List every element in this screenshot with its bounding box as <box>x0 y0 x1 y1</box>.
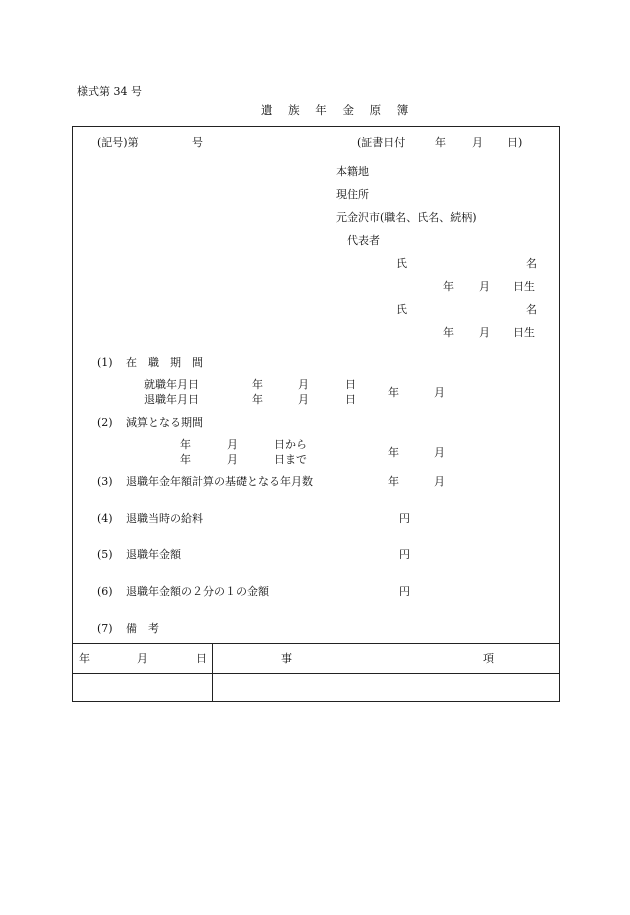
deduction-total-year: 年 <box>388 446 399 459</box>
birth-month-2: 月 <box>479 326 490 339</box>
record-label: (記号)第 <box>97 136 139 149</box>
deduction-from-day: 日から <box>274 438 307 451</box>
service-start-year: 年 <box>252 378 263 391</box>
deduction-until-year: 年 <box>180 453 191 466</box>
cert-year: 年 <box>435 136 446 149</box>
item-label-2: 減算となる期間 <box>126 416 203 429</box>
table-header-day: 日 <box>196 652 207 665</box>
born-2: 日生 <box>513 326 535 339</box>
service-total-year: 年 <box>388 386 399 399</box>
table-row-date-cell[interactable] <box>73 674 211 701</box>
half-pension-yen: 円 <box>399 585 410 598</box>
basis-month: 月 <box>434 475 445 488</box>
name-suffix-1: 名 <box>526 257 537 270</box>
basis-year: 年 <box>388 475 399 488</box>
pension-yen: 円 <box>399 548 410 561</box>
item-number-6: (6) <box>97 585 113 598</box>
table-header-top-line <box>72 643 560 644</box>
cert-date-label: (証書日付 <box>357 136 406 149</box>
item-label-4: 退職当時の給料 <box>126 512 203 525</box>
former-staff-label: 元金沢市(職名、氏名、続柄) <box>336 211 477 224</box>
birth-year-1: 年 <box>443 280 454 293</box>
table-header-item: 項 <box>483 652 494 665</box>
item-label-7: 備 考 <box>126 622 159 635</box>
table-header-matter: 事 <box>281 652 292 665</box>
service-total-month: 月 <box>434 386 445 399</box>
service-end-day: 日 <box>345 393 356 406</box>
table-header-month: 月 <box>137 652 148 665</box>
item-number-3: (3) <box>97 475 113 488</box>
item-label-1: 在 職 期 間 <box>126 356 203 369</box>
name-prefix-2: 氏 <box>396 303 407 316</box>
service-start-month: 月 <box>298 378 309 391</box>
service-end-year: 年 <box>252 393 263 406</box>
service-end-month: 月 <box>298 393 309 406</box>
domicile-label: 本籍地 <box>336 165 369 178</box>
item-number-1: (1) <box>97 356 113 369</box>
item-label-5: 退職年金額 <box>126 548 181 561</box>
deduction-from-year: 年 <box>180 438 191 451</box>
table-row-matter-cell[interactable] <box>213 674 559 701</box>
deduction-until-month: 月 <box>227 453 238 466</box>
service-start-label: 就職年月日 <box>144 378 199 391</box>
representative-label: 代表者 <box>347 234 380 247</box>
form-box <box>72 126 560 702</box>
deduction-total-month: 月 <box>434 446 445 459</box>
birth-month-1: 月 <box>479 280 490 293</box>
name-suffix-2: 名 <box>526 303 537 316</box>
number-suffix: 号 <box>192 136 203 149</box>
salary-yen: 円 <box>399 512 410 525</box>
service-start-day: 日 <box>345 378 356 391</box>
deduction-until-day: 日まで <box>274 453 307 466</box>
cert-day: 日) <box>507 136 523 149</box>
table-header-year: 年 <box>79 652 90 665</box>
item-label-6: 退職年金額の２分の１の金額 <box>126 585 269 598</box>
form-number: 様式第 34 号 <box>77 85 142 98</box>
deduction-from-month: 月 <box>227 438 238 451</box>
cert-month: 月 <box>472 136 483 149</box>
item-number-5: (5) <box>97 548 113 561</box>
birth-year-2: 年 <box>443 326 454 339</box>
item-number-4: (4) <box>97 512 113 525</box>
address-label: 現住所 <box>336 188 369 201</box>
item-label-3: 退職年金年額計算の基礎となる年月数 <box>126 475 313 488</box>
born-1: 日生 <box>513 280 535 293</box>
item-number-2: (2) <box>97 416 113 429</box>
service-end-label: 退職年月日 <box>144 393 199 406</box>
item-number-7: (7) <box>97 622 113 635</box>
name-prefix-1: 氏 <box>396 257 407 270</box>
page-title: 遺 族 年 金 原 簿 <box>261 103 415 117</box>
